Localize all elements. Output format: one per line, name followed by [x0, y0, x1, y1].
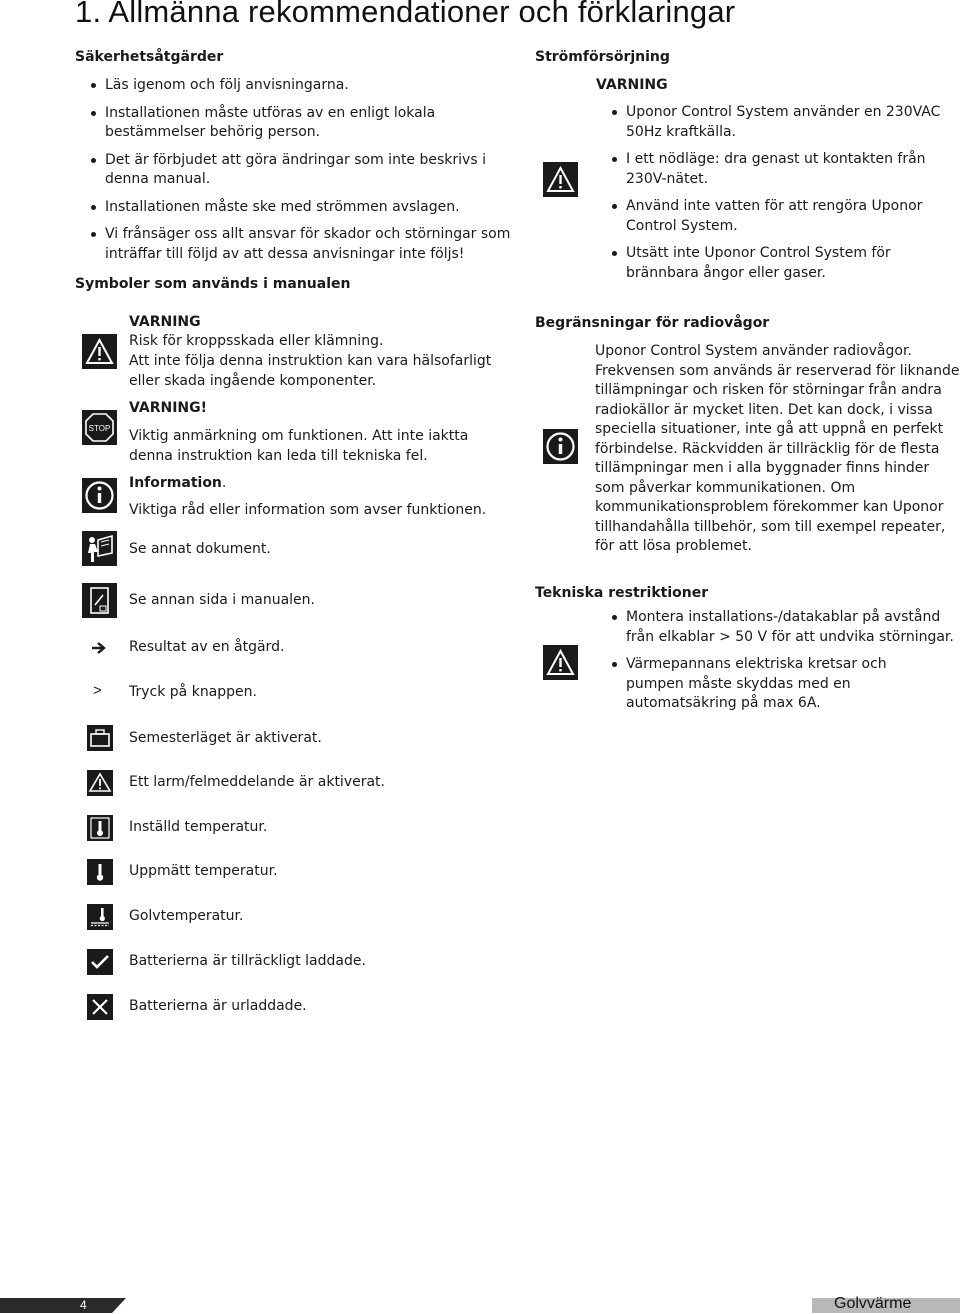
stop-icon — [82, 410, 117, 445]
warning-icon — [543, 645, 578, 680]
list-item: Läs igenom och följ anvisningarna. — [75, 76, 515, 96]
footer-product: Golvvärme — [834, 1295, 912, 1312]
page-title: 1. Allmänna rekommendationer och förklaringar — [75, 0, 736, 29]
power-heading: Strömförsörjning — [535, 49, 670, 65]
warning-text-2: Att inte följa denna instruktion kan vara hälsofarligt eller skada ingående komponenter. — [129, 353, 492, 389]
press-glyph: > — [93, 682, 102, 699]
stop-label: VARNING! — [129, 400, 208, 416]
stop-icon-text: STOP — [88, 424, 111, 433]
other-page-text: Se annan sida i manualen. — [129, 592, 315, 608]
power-list — [596, 103, 951, 291]
technical-list — [596, 608, 960, 722]
power-warning-label: VARNING — [596, 77, 668, 93]
safety-heading: Säkerhetsåtgärder — [75, 49, 224, 65]
list-item: I ett nödläge: dra genast ut kontakten från 230V-nätet. — [596, 150, 936, 189]
page-reference-icon — [82, 583, 117, 618]
alarm-icon — [87, 770, 113, 796]
holiday-text: Semesterläget är aktiverat. — [129, 730, 322, 746]
info-label: Information — [129, 475, 222, 491]
info-label-line — [129, 474, 226, 494]
radio-heading: Begränsningar för radiovågor — [535, 315, 770, 331]
warning-icon — [82, 334, 117, 369]
footer-bar — [0, 1297, 960, 1314]
list-item: Utsätt inte Uponor Control System för brännbara ångor eller gaser. — [596, 244, 916, 283]
page-number: 4 — [80, 1298, 87, 1312]
info-label-suffix: . — [221, 475, 227, 491]
alarm-text: Ett larm/felmeddelande är aktiverat. — [129, 774, 385, 790]
floor-temp-text: Golvtemperatur. — [129, 908, 244, 924]
list-item: Uponor Control System använder en 230VAC 50Hz kraftkälla. — [596, 103, 946, 142]
arrow-right-icon — [91, 641, 107, 655]
battery-low-text: Batterierna är urladdade. — [129, 998, 307, 1014]
list-item: Det är förbjudet att göra ändringar som inte beskrivs i denna manual. — [75, 151, 490, 190]
result-text: Resultat av en åtgärd. — [129, 639, 285, 655]
floor-thermometer-icon — [87, 904, 113, 930]
warning-icon — [543, 162, 578, 197]
set-temp-text: Inställd temperatur. — [129, 819, 268, 835]
list-item: Installationen måste ske med strömmen avslagen. — [75, 198, 515, 218]
suitcase-icon — [87, 725, 113, 751]
thermometer-set-icon — [87, 815, 113, 841]
technical-heading: Tekniska restriktioner — [535, 585, 709, 601]
list-item: Vi frånsäger oss allt ansvar för skador och störningar som inträffar till följd av att dessa anvisningar inte följs! — [75, 225, 530, 264]
warning-label: VARNING — [129, 314, 201, 330]
cross-icon — [87, 994, 113, 1020]
list-item: Värmepannans elektriska kretsar och pumpen måste skyddas med en automatsäkring på max 6A. — [596, 655, 936, 714]
info-icon — [82, 478, 117, 513]
list-item: Montera installations-/datakablar på avstånd från elkablar > 50 V för att undvika störningar. — [596, 608, 960, 647]
info-text: Viktiga råd eller information som avser funktionen. — [129, 502, 487, 518]
press-text: Tryck på knappen. — [129, 684, 257, 700]
safety-list — [75, 76, 515, 272]
battery-ok-text: Batterierna är tillräckligt laddade. — [129, 953, 366, 969]
stop-text: Viktig anmärkning om funktionen. Att inte iaktta denna instruktion kan leda till tekniska fel. — [129, 428, 469, 464]
symbols-heading: Symboler som används i manualen — [75, 276, 351, 292]
info-icon — [543, 429, 578, 464]
list-item: Installationen måste utföras av en enligt lokala bestämmelser behörig person. — [75, 104, 450, 143]
list-item: Använd inte vatten för att rengöra Uponor Control System. — [596, 197, 931, 236]
thermometer-icon — [87, 859, 113, 885]
radio-text: Uponor Control System använder radiovågor. Frekvensen som används är reserverad för liknande tillämpningar och risken för störningar från andra radiokällor är mycket liten. Det kan dock, i vissa speciella situationer, inte gå att uppnå en perfekt förbindelse. Räckvidden är tillräcklig för de flesta tillämpningar men i alla byggnader finns hinder som påverkar kommunikationen. Om kommunikationsproblem förekommer kan Uponor tillhandahålla tillbehör, som till exempel repeater, för att lösa problemet. — [595, 343, 960, 554]
warning-text-1: Risk för kroppsskada eller klämning. — [129, 333, 384, 349]
checkmark-icon — [87, 949, 113, 975]
reading-person-icon — [82, 531, 117, 566]
measured-temp-text: Uppmätt temperatur. — [129, 863, 278, 879]
other-doc-text: Se annat dokument. — [129, 541, 271, 557]
